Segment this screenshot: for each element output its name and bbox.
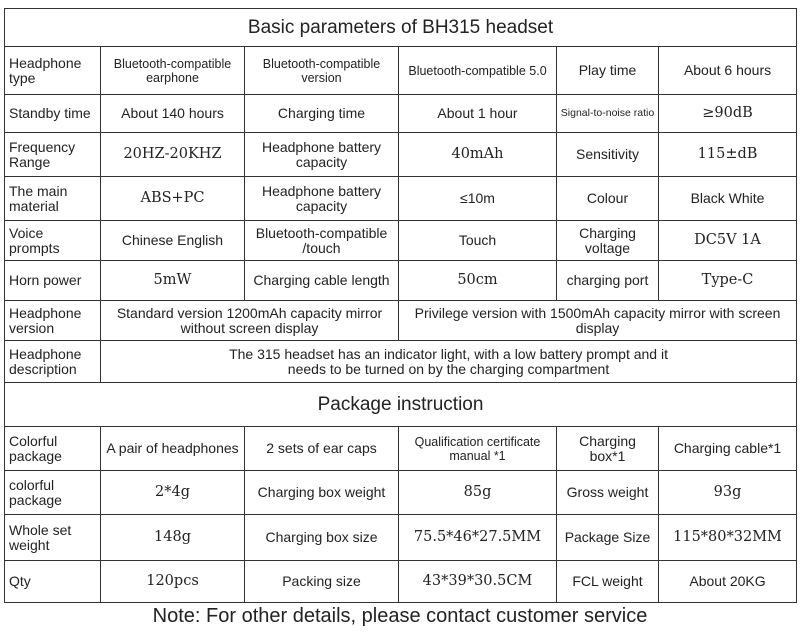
standby-label: Standby time xyxy=(5,95,101,133)
footer-note: Note: For other details, please contact customer service xyxy=(152,605,648,627)
package-item-certificate: Qualification certificate manual *1 xyxy=(399,427,557,471)
colorful-package2-label: colorful package xyxy=(5,471,101,515)
voltage-label: Charging voltage xyxy=(557,221,659,261)
fcl-weight-label: FCL weight xyxy=(557,561,659,603)
headphone-description: The 315 headset has an indicator light, with a low battery prompt and it needs to be turned on by the charging compartment xyxy=(101,341,797,383)
qty-value: 120pcs xyxy=(101,561,245,603)
headphone-version-label: Headphone version xyxy=(5,301,101,341)
gross-weight-label: Gross weight xyxy=(557,471,659,515)
version-value: Bluetooth-compatible 5.0 xyxy=(399,47,557,95)
battery-value: 40mAh xyxy=(399,133,557,177)
charging-time-value: About 1 hour xyxy=(399,95,557,133)
package-title: Package instruction xyxy=(5,383,797,427)
control-label: Bluetooth-compatible /touch xyxy=(245,221,399,261)
snr-value: ≥90dB xyxy=(659,95,797,133)
box-weight-value: 85g xyxy=(399,471,557,515)
box-weight-label: Charging box weight xyxy=(245,471,399,515)
voltage-value: DC5V 1A xyxy=(659,221,797,261)
headphone-type-value: Bluetooth-compatible earphone xyxy=(101,47,245,95)
battery-label: Headphone battery capacity xyxy=(245,133,399,177)
table-title: Basic parameters of BH315 headset xyxy=(5,9,797,47)
sensitivity-label: Sensitivity xyxy=(557,133,659,177)
privilege-version: Privilege version with 1500mAh capacity mirror with screen display xyxy=(399,301,797,341)
sensitivity-value: 115±dB xyxy=(659,133,797,177)
cable-length-value: 50cm xyxy=(399,261,557,301)
voice-value: Chinese English xyxy=(101,221,245,261)
colour-value: Black White xyxy=(659,177,797,221)
material-value: ABS+PC xyxy=(101,177,245,221)
battery2-value: ≤10m xyxy=(399,177,557,221)
gross-weight-value: 93g xyxy=(659,471,797,515)
voice-label: Voice prompts xyxy=(5,221,101,261)
colorful-package2-value: 2*4g xyxy=(101,471,245,515)
package-item-charging-box: Charging box*1 xyxy=(557,427,659,471)
package-size-value: 115*80*32MM xyxy=(659,515,797,561)
snr-label: Signal-to-noise ratio xyxy=(557,95,659,133)
packing-size-value: 43*39*30.5CM xyxy=(399,561,557,603)
package-item-ear-caps: 2 sets of ear caps xyxy=(245,427,399,471)
version-label: Bluetooth-compatible version xyxy=(245,47,399,95)
frequency-label: Frequency Range xyxy=(5,133,101,177)
charging-time-label: Charging time xyxy=(245,95,399,133)
battery2-label: Headphone battery capacity xyxy=(245,177,399,221)
whole-weight-label: Whole set weight xyxy=(5,515,101,561)
package-item-headphones: A pair of headphones xyxy=(101,427,245,471)
play-time-label: Play time xyxy=(557,47,659,95)
box-size-value: 75.5*46*27.5MM xyxy=(399,515,557,561)
standard-version: Standard version 1200mAh capacity mirror without screen display xyxy=(101,301,399,341)
fcl-weight-value: About 20KG xyxy=(659,561,797,603)
spec-table xyxy=(4,8,797,603)
colorful-package-label: Colorful package xyxy=(5,427,101,471)
horn-label: Horn power xyxy=(5,261,101,301)
whole-weight-value: 148g xyxy=(101,515,245,561)
colour-label: Colour xyxy=(557,177,659,221)
control-value: Touch xyxy=(399,221,557,261)
package-size-label: Package Size xyxy=(557,515,659,561)
play-time-value: About 6 hours xyxy=(659,47,797,95)
horn-value: 5mW xyxy=(101,261,245,301)
cable-length-label: Charging cable length xyxy=(245,261,399,301)
port-label: charging port xyxy=(557,261,659,301)
qty-label: Qty xyxy=(5,561,101,603)
headphone-type-label: Headphone type xyxy=(5,47,101,95)
frequency-value: 20HZ-20KHZ xyxy=(101,133,245,177)
material-label: The main material xyxy=(5,177,101,221)
packing-size-label: Packing size xyxy=(245,561,399,603)
headphone-description-label: Headphone description xyxy=(5,341,101,383)
box-size-label: Charging box size xyxy=(245,515,399,561)
port-value: Type-C xyxy=(659,261,797,301)
standby-value: About 140 hours xyxy=(101,95,245,133)
package-item-charging-cable: Charging cable*1 xyxy=(659,427,797,471)
